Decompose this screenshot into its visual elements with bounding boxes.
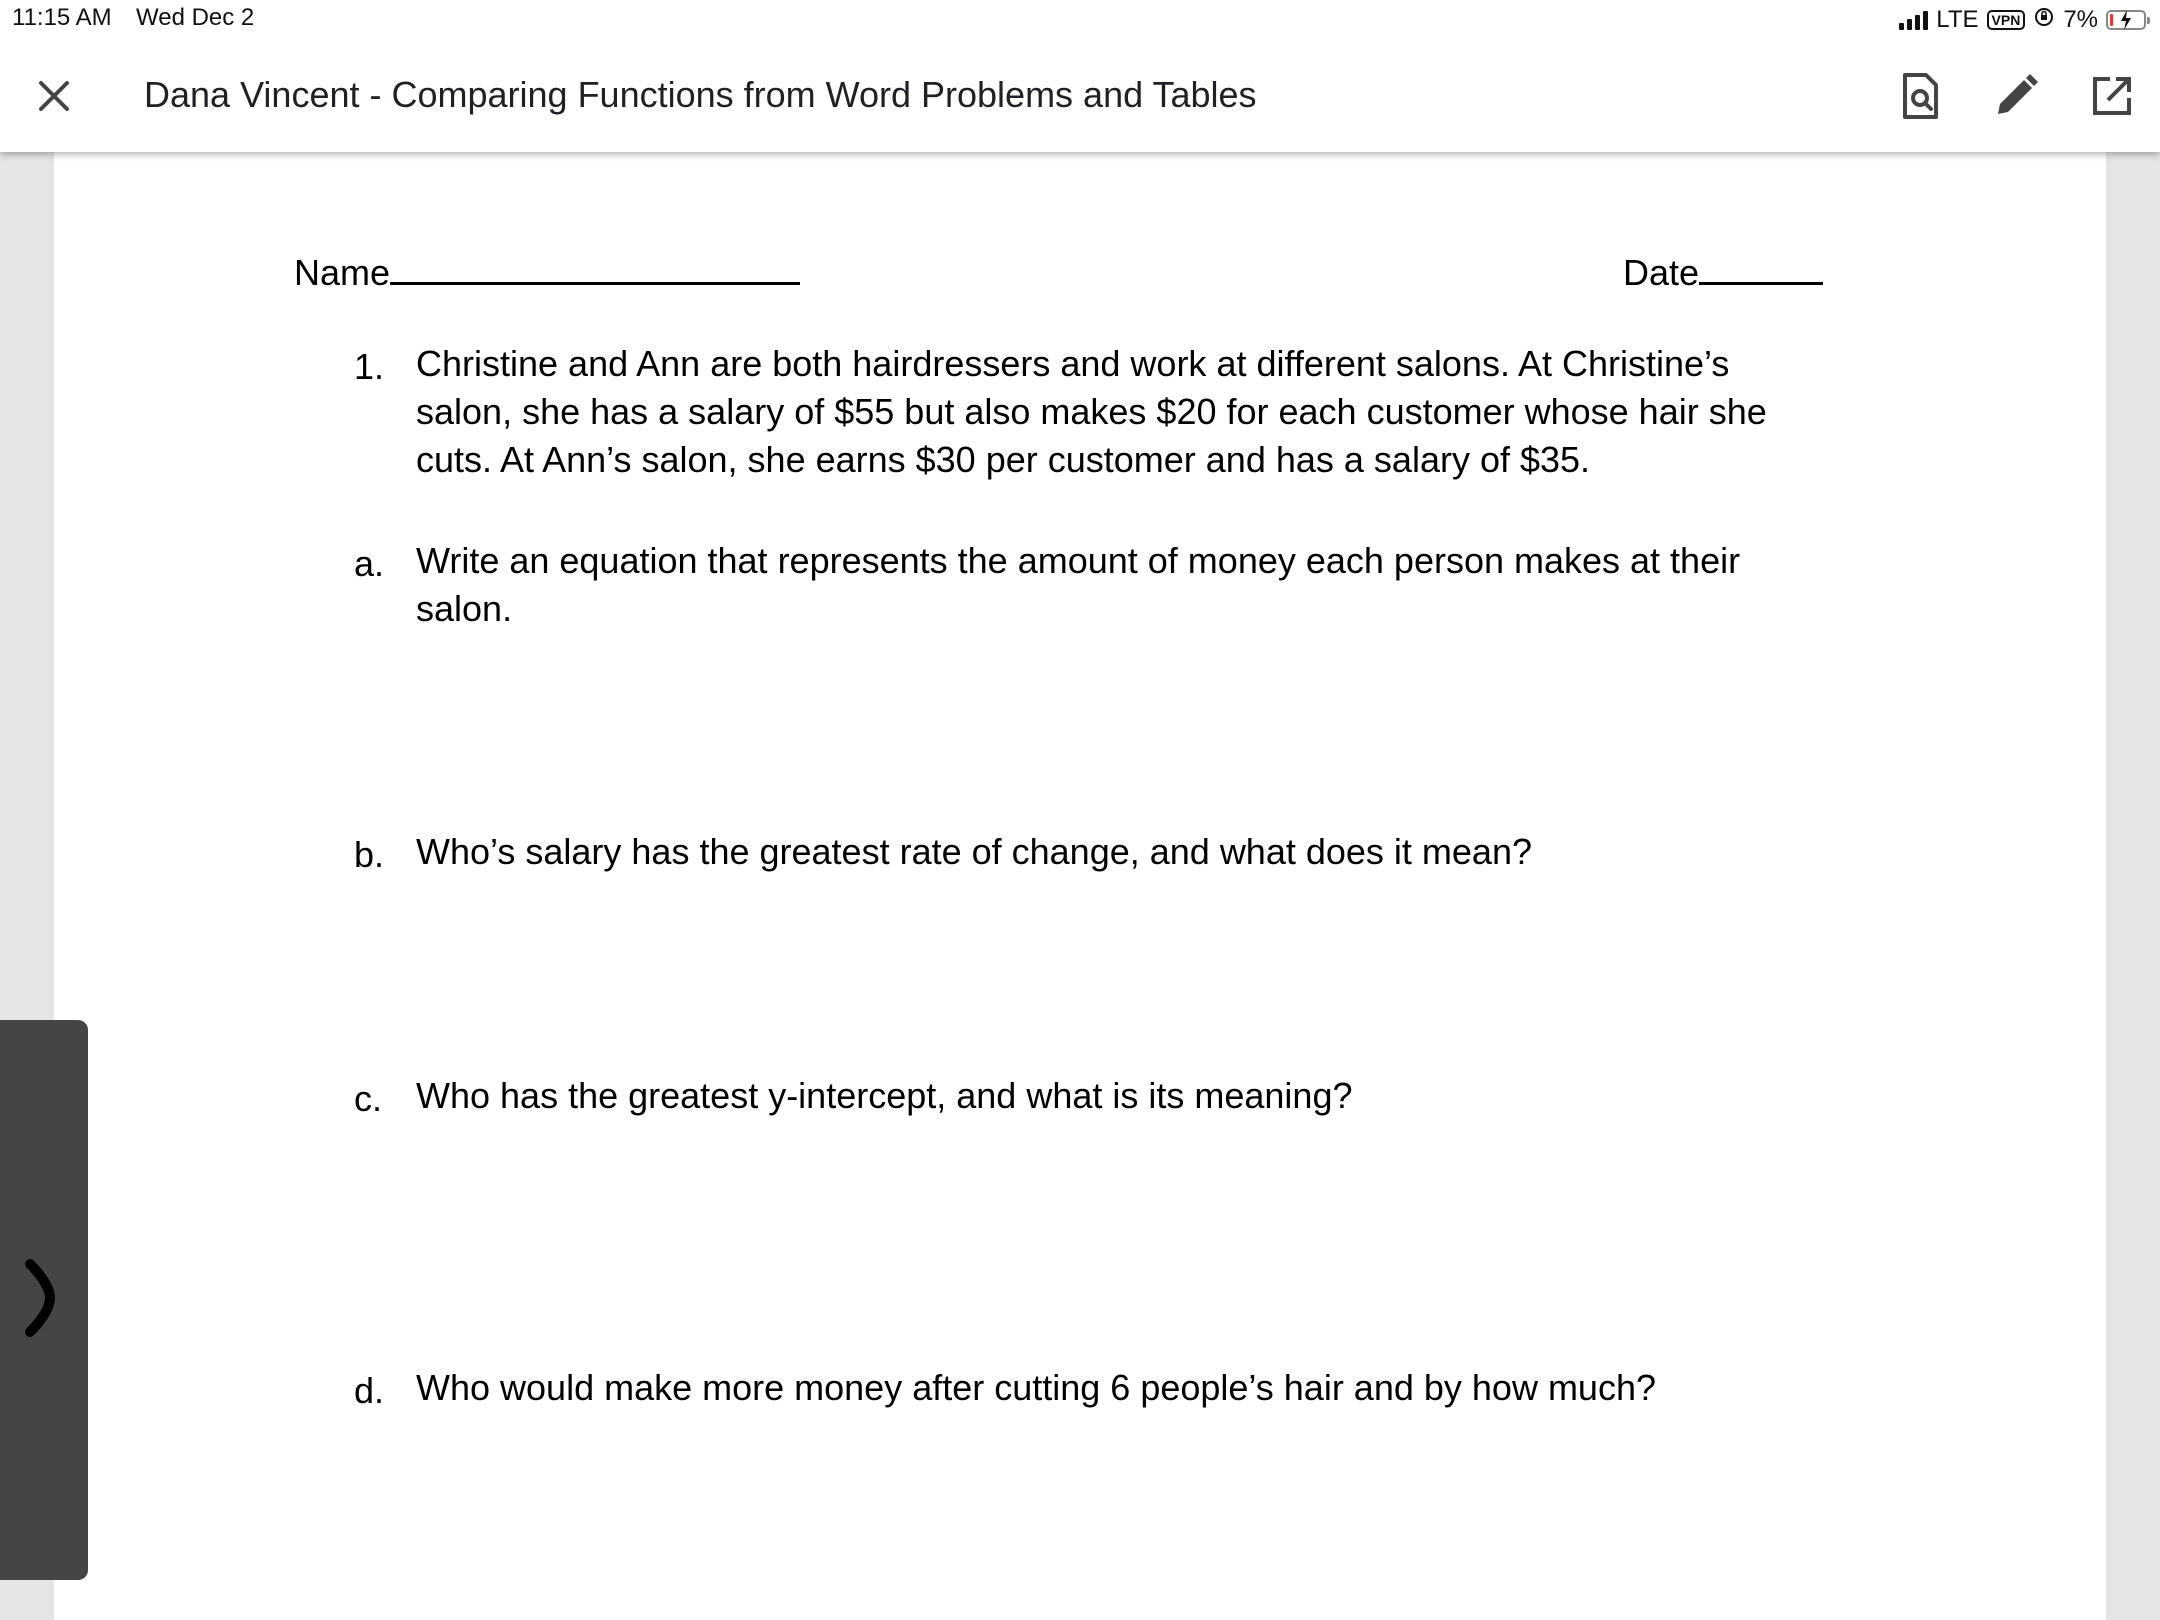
- battery-percent: 7%: [2063, 6, 2098, 33]
- side-panel-toggle[interactable]: [0, 1020, 88, 1580]
- question-d-text: [416, 1364, 1656, 1412]
- problem-number: 1.: [354, 346, 385, 387]
- name-blank: [390, 248, 800, 285]
- problem-text: [416, 340, 1767, 484]
- status-indicators: [1899, 4, 2146, 36]
- date-field: [1623, 248, 1823, 294]
- question-line: Who has the greatest y-intercept, and what is its meaning?: [416, 1075, 1353, 1116]
- problem-line: salon, she has a salary of $55 but also makes $20 for each customer whose hair she: [416, 391, 1767, 432]
- open-in-new-button[interactable]: [2084, 64, 2140, 128]
- document-title: Dana Vincent - Comparing Functions from Word Problems and Tables: [144, 74, 1257, 115]
- question-a-text: [416, 537, 1740, 633]
- battery-icon: [2106, 10, 2146, 30]
- question-line: Write an equation that represents the amount of money each person makes at their: [416, 540, 1741, 581]
- pencil-icon: [1994, 74, 2038, 118]
- cellular-signal-icon: [1899, 10, 1928, 30]
- status-time: 11:15 AM: [12, 4, 112, 31]
- question-line: salon.: [416, 588, 513, 629]
- header-actions: [1892, 64, 2140, 128]
- date-blank: [1699, 248, 1823, 285]
- status-date: Wed Dec 2: [136, 4, 255, 31]
- status-bar: [0, 0, 2160, 40]
- app-header: [0, 40, 2160, 152]
- question-b-label: b.: [354, 834, 385, 875]
- network-label: LTE: [1936, 6, 1979, 33]
- problem-line: Christine and Ann are both hairdressers and work at different salons. At Christine’s: [416, 343, 1730, 384]
- chevron-right-icon: [22, 1258, 58, 1338]
- document-search-icon: [1900, 72, 1940, 120]
- name-field: [294, 248, 800, 294]
- question-line: Who’s salary has the greatest rate of change, and what does it mean?: [416, 831, 1532, 872]
- question-c-label: c.: [354, 1078, 383, 1119]
- edit-button[interactable]: [1988, 64, 2044, 128]
- question-line: Who would make more money after cutting 6 people’s hair and by how much?: [416, 1367, 1656, 1408]
- problem-line: cuts. At Ann’s salon, she earns $30 per customer and has a salary of $35.: [416, 439, 1591, 480]
- question-d-label: d.: [354, 1370, 385, 1411]
- orientation-lock-icon: [2033, 6, 2055, 35]
- find-in-document-button[interactable]: [1892, 64, 1948, 128]
- date-label: Date: [1623, 252, 1700, 293]
- vpn-badge: VPN: [1987, 10, 2026, 30]
- close-button[interactable]: [26, 68, 82, 124]
- close-icon: [37, 79, 71, 113]
- question-b-text: [416, 828, 1532, 876]
- open-in-new-icon: [2090, 74, 2134, 118]
- name-label: Name: [294, 252, 391, 293]
- charging-bolt-icon: [2119, 9, 2133, 31]
- document-page[interactable]: [54, 152, 2106, 1620]
- question-c-text: [416, 1072, 1353, 1120]
- battery-level-fill: [2110, 14, 2113, 26]
- question-a-label: a.: [354, 543, 385, 584]
